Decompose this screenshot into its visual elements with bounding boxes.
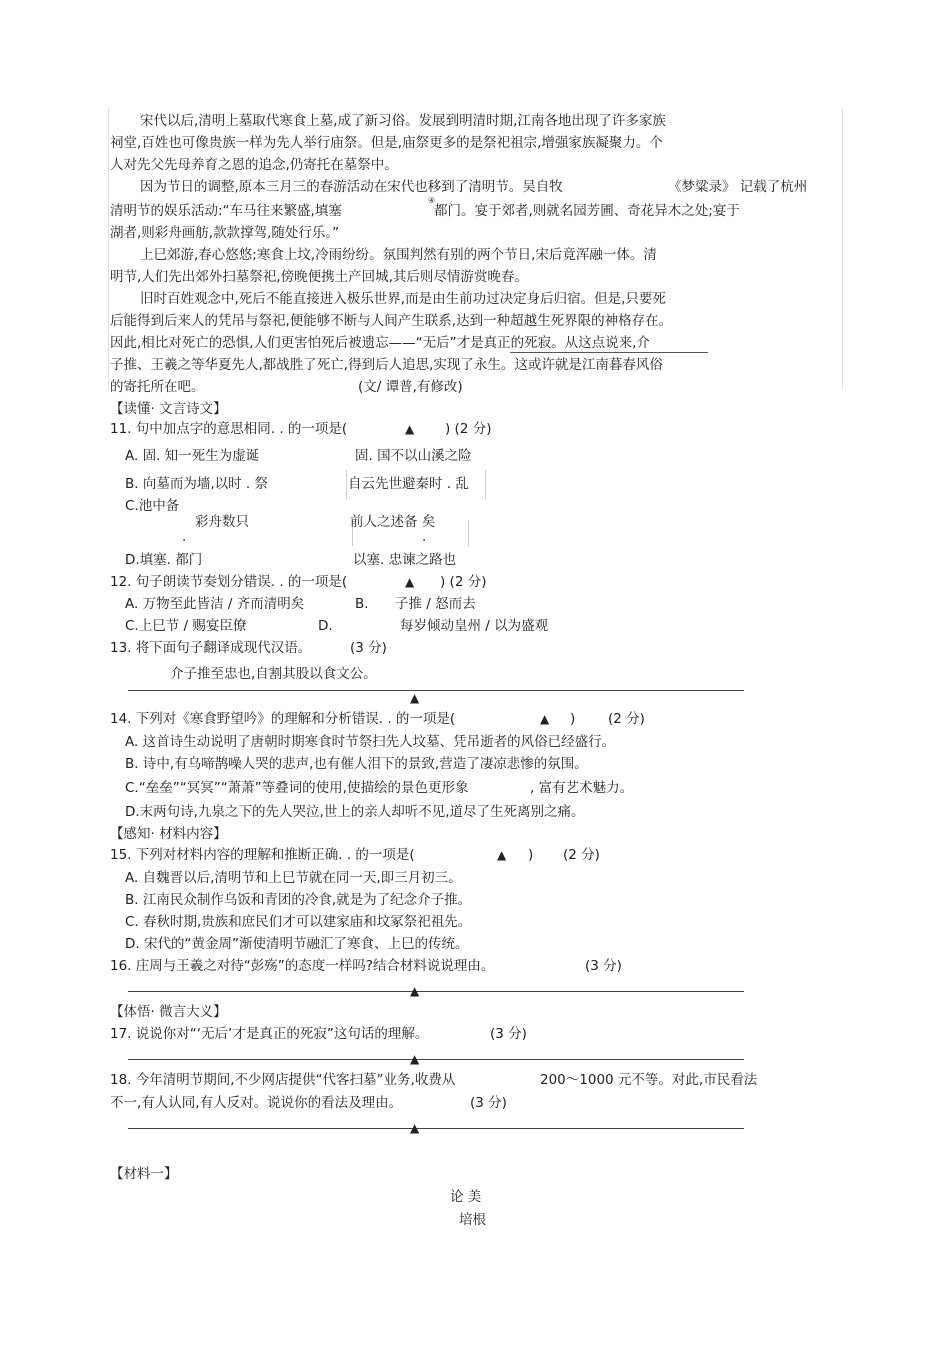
footnote-marker: ④: [428, 196, 436, 205]
q12-option-a[interactable]: A. 万物至此皆洁 / 齐而清明矣: [125, 596, 305, 612]
q12-option-c[interactable]: C.上巳节 / 赐宴臣僚: [125, 618, 247, 634]
q14-tail: ): [570, 711, 576, 727]
q13-answer-mark: ▲: [410, 691, 420, 705]
passage-p2-line3: 湖者,则彩舟画舫,款款撑驾,随处行乐。”: [110, 225, 340, 241]
q18-line1b: 200～1000 元不等。对此,市民看法: [540, 1072, 758, 1088]
table-border: [346, 470, 347, 500]
passage-p2-line2a: 清明节的娱乐活动:“车马往来繁盛,填塞: [110, 203, 342, 219]
table-border: [468, 520, 469, 546]
q13-sentence: 介子推至忠也,自割其股以食文公。: [170, 666, 377, 682]
q11-option-a-right: 固. 国不以山溪之险: [355, 448, 472, 464]
q14-stem: 14. 下列对《寒食野望吟》的理解和分析错误. . 的一项是(: [110, 711, 456, 727]
q11-option-c-left1[interactable]: C.池中备: [125, 498, 180, 514]
right-margin-line: [842, 108, 843, 390]
section-heading-reading: 【读懂· 文言诗文】: [110, 401, 227, 417]
q14-answer-mark: ▲: [540, 712, 550, 726]
q12-stem: 12. 句子朗读节奏划分错误. . 的一项是(: [110, 574, 348, 590]
q17-stem: 17. 说说你对“‘无后’才是真正的死寂”这句话的理解。: [110, 1026, 429, 1042]
q18-answer-line[interactable]: [128, 1128, 744, 1129]
passage-p3-line1: 上巳郊游,春心悠悠;寒食上坟,冷雨纷纷。氛围判然有别的两个节日,宋后竟浑融一体。清: [140, 247, 657, 263]
passage-p3-line2: 明节,人们先出郊外扫墓祭祀,傍晚便携土产回城,其后则尽情游赏晚春。: [110, 269, 528, 285]
q11-answer-mark: ▲: [405, 422, 415, 436]
passage-p2-line1a: 因为节日的调整,原本三月三的春游活动在宋代也移到了清明节。吴自牧: [140, 179, 563, 195]
q12-option-b-label[interactable]: B.: [355, 596, 369, 612]
q16-stem: 16. 庄周与王羲之对待“彭殇”的态度一样吗?结合材料说说理由。: [110, 958, 495, 974]
passage-p2-line2b: 都门。宴于郊者,则就名园芳圃、奇花异木之处;宴于: [434, 203, 740, 219]
q11-option-c-dot2: .: [422, 529, 427, 545]
q15-option-c[interactable]: C. 春秋时期,贵族和庶民们才可以建家庙和坟冢祭祀祖先。: [125, 914, 472, 930]
q16-score: (3 分): [585, 958, 622, 974]
q15-option-d[interactable]: D. 宋代的“黄金周”渐使清明节融汇了寒食、上巳的传统。: [125, 936, 469, 952]
q18-line1a: 18. 今年清明节期间,不少网店提供“代客扫墓”业务,收费从: [110, 1072, 456, 1088]
q16-answer-mark: ▲: [410, 984, 420, 998]
left-margin-line: [108, 108, 109, 390]
material-title: 论 美: [450, 1189, 482, 1205]
q18-line2: 不一,有人认同,有人反对。说说你的看法及理由。: [110, 1095, 403, 1111]
q14-option-c-a[interactable]: C.“垒垒”“冥冥”“萧萧”等叠词的使用,使描绘的景色更形象: [125, 780, 469, 796]
passage-p4-line4: 子推、王羲之等华夏先人,都战胜了死亡,得到后人追思,实现了永生。这或许就是江南暮春风俗: [110, 357, 663, 373]
q17-answer-mark: ▲: [410, 1052, 420, 1066]
q15-option-a[interactable]: A. 自魏晋以后,清明节和上巳节就在同一天,即三月初三。: [125, 870, 462, 886]
material-author: 培根: [459, 1212, 486, 1228]
passage-p1-line2: 祠堂,百姓也可像贵族一样为先人举行庙祭。但是,庙祭更多的是祭祀祖宗,增强家族凝聚力。个: [110, 135, 663, 151]
passage-source: (文/ 谭普,有修改): [358, 379, 463, 395]
q11-option-c-right: 前人之述备 矣: [350, 514, 436, 530]
q14-option-d[interactable]: D.末两句诗,九泉之下的先人哭泣,世上的亲人却听不见,道尽了生死离别之痛。: [125, 804, 585, 820]
passage-p1-line1: 宋代以后,清明上墓取代寒食上墓,成了新习俗。发展到明清时期,江南各地出现了许多家族: [140, 113, 666, 129]
section-heading-perception: 【感知· 材料内容】: [110, 826, 227, 842]
passage-p4-line5: 的寄托所在吧。: [110, 379, 205, 395]
q11-option-c-dot: .: [182, 529, 187, 545]
q11-option-d-left[interactable]: D.填塞. 都门: [125, 552, 203, 568]
q16-answer-line[interactable]: [128, 991, 744, 992]
passage-p4-line1: 旧时百姓观念中,死后不能直接进入极乐世界,而是由生前功过决定身后归宿。但是,只要死: [140, 291, 666, 307]
q11-option-b-left[interactable]: B. 向墓而为墻,以时 . 祭: [125, 476, 269, 492]
section-heading-insight: 【体悟· 微言大义】: [110, 1004, 227, 1020]
section-heading-material: 【材料一】: [110, 1166, 178, 1182]
q11-option-b-right: 自云先世避秦时 . 乱: [348, 476, 469, 492]
q12-option-b: 子推 / 怒而去: [395, 596, 476, 612]
q15-answer-mark: ▲: [497, 848, 507, 862]
q11-tail: ) (2 分): [445, 421, 492, 437]
q11-option-c-left2: 彩舟数只: [195, 514, 249, 530]
table-border: [485, 470, 486, 500]
q15-score: (2 分): [563, 847, 600, 863]
passage-p1-line3: 人对先父先母养育之恩的追念,仍寄托在墓祭中。: [110, 157, 398, 173]
passage-p4-line3: 因此,相比对死亡的恐惧,人们更害怕死后被遗忘——“无后”才是真正的死寂。从这点说来,介: [110, 335, 650, 351]
q15-tail: ): [528, 847, 534, 863]
q14-score: (2 分): [608, 711, 645, 727]
passage-p2-line1b: 《梦粱录》 记载了杭州: [668, 179, 808, 195]
q18-answer-mark: ▲: [410, 1121, 420, 1135]
q14-option-c-b: , 富有艺术魅力。: [530, 780, 634, 796]
underline-mark: [510, 352, 708, 353]
q12-option-d: 每岁倾动皇州 / 以为盛观: [400, 618, 549, 634]
q11-option-a-left[interactable]: A. 固. 知一死生为虚诞: [125, 448, 260, 464]
q12-answer-mark: ▲: [405, 575, 415, 589]
q14-option-a[interactable]: A. 这首诗生动说明了唐朝时期寒食时节祭扫先人坟墓、凭吊逝者的风俗已经盛行。: [125, 734, 616, 750]
q13-answer-line[interactable]: [128, 690, 744, 691]
q12-tail: ) (2 分): [440, 574, 487, 590]
q15-option-b[interactable]: B. 江南民众制作乌饭和青团的冷食,就是为了纪念介子推。: [125, 892, 472, 908]
q13-score: (3 分): [350, 640, 387, 656]
q17-answer-line[interactable]: [128, 1059, 744, 1060]
passage-p4-line2: 后能得到后来人的凭吊与祭祀,便能够不断与人间产生联系,达到一种超越生死界限的神格存在。: [110, 313, 673, 329]
q11-option-d-right: 以塞. 忠谏之路也: [353, 552, 457, 568]
q14-option-b[interactable]: B. 诗中,有乌啼鹊噪人哭的悲声,也有催人泪下的景致,营造了凄凉悲惨的氛围。: [125, 756, 588, 772]
q11-stem: 11. 句中加点字的意思相同. . 的一项是(: [110, 421, 348, 437]
q15-stem: 15. 下列对材料内容的理解和推断正确. . 的一项是(: [110, 847, 415, 863]
q12-option-d-label[interactable]: D.: [318, 618, 333, 634]
q13-stem: 13. 将下面句子翻译成现代汉语。: [110, 640, 312, 656]
q18-score: (3 分): [470, 1095, 507, 1111]
q17-score: (3 分): [490, 1026, 527, 1042]
